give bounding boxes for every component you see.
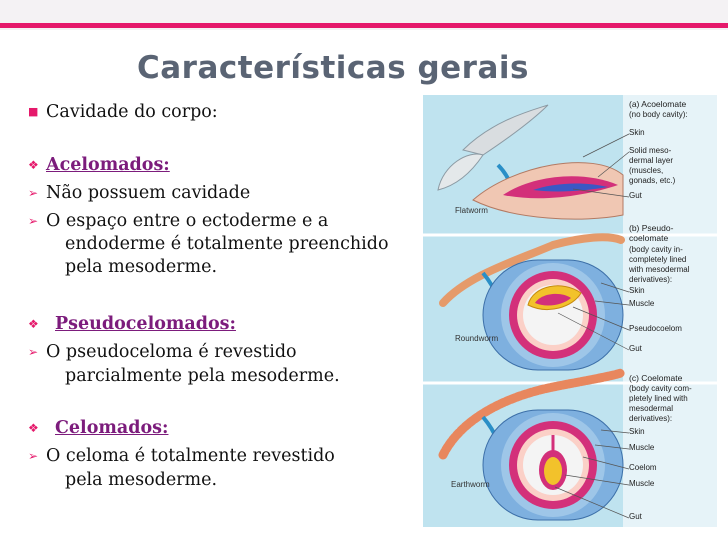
diamond-bullet-icon: ❖ (28, 317, 39, 331)
organism-flatworm: Flatworm (455, 206, 488, 215)
label-coelomate-title: (c) Coelomate (629, 373, 683, 383)
bullet-line: ➢ O celoma é totalmente revestido (28, 446, 335, 466)
svg-text:Roundworm (455, 334, 498, 343)
bullet-line: ➢ O pseudoceloma é revestido (28, 342, 297, 362)
svg-text:(a) Acoelomate (no body: (a) Acoelomate (no body cavity): Skin Solid meso- dermal layer (muscles, gonads, etc.) Gut (629, 99, 688, 200)
heading-acelomados: Acelomados: (46, 155, 170, 175)
bullet-line (28, 154, 170, 176)
label-acoelomate-title: (a) Acoelomate (629, 99, 687, 109)
body-cavity-illustration (423, 95, 717, 527)
heading-pseudocelomados: Pseudocelomados: (55, 314, 236, 334)
continuation-line: pela mesoderme. (65, 257, 218, 277)
svg-text:(b) Pseudo- coelomate: (b) Pseudo- coelomate (body cavity in- completely lined with mesodermal derivatives): Skin Muscle Pseudocoelom Gut (629, 223, 690, 353)
slide-title: Características gerais (137, 50, 529, 86)
arrow-bullet-icon: ➢ (28, 214, 39, 228)
heading-celomados: Celomados: (55, 418, 169, 438)
organism-earthworm: Earthworm (451, 480, 490, 489)
bullet-line: ■ Cavidade do corpo: (28, 102, 218, 122)
arrow-bullet-icon: ➢ (28, 186, 39, 200)
arrow-bullet-icon: ➢ (28, 449, 39, 463)
svg-text:Earthworm (451, 480, 490, 489)
body-cavity-figure (423, 95, 717, 527)
diamond-bullet-icon: ❖ (28, 158, 39, 172)
continuation-line: endoderme é totalmente preenchido (65, 234, 389, 254)
svg-text:(c) Coelomate (body cavi: (c) Coelomate (body cavity com- pletely lined with mesodermal derivatives): Skin Muscle Coelom Muscle Gut (629, 373, 692, 521)
bullet-line (28, 417, 169, 439)
continuation-line: parcialmente pela mesoderme. (65, 366, 340, 386)
organism-roundworm: Roundworm (455, 334, 499, 343)
svg-text:Flatworm (455, 206, 488, 215)
bullet-line: ➢ Não possuem cavidade (28, 183, 251, 203)
arrow-bullet-icon: ➢ (28, 345, 39, 359)
continuation-line: pela mesoderme. (65, 470, 218, 490)
square-bullet-icon: ■ (28, 105, 39, 118)
diamond-bullet-icon: ❖ (28, 421, 39, 435)
bullet-line: ➢ O espaço entre o ectoderme e a (28, 211, 329, 231)
bullet-line (28, 313, 236, 335)
label-pseudocoelomate-title: (b) Pseudo- (629, 223, 674, 233)
